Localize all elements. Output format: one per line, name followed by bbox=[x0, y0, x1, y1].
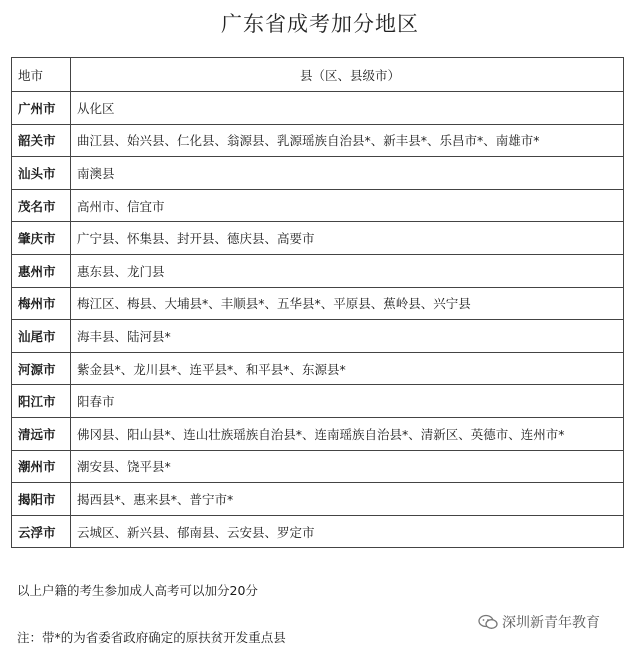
counties-cell: 高州市、信宜市 bbox=[71, 189, 624, 222]
counties-cell: 佛冈县、阳山县*、连山壮族瑶族自治县*、连南瑶族自治县*、清新区、英德市、连州市* bbox=[71, 417, 624, 450]
city-cell: 肇庆市 bbox=[12, 222, 71, 255]
watermark bbox=[478, 612, 600, 632]
counties-cell: 梅江区、梅县、大埔县*、丰顺县*、五华县*、平原县、蕉岭县、兴宁县 bbox=[71, 287, 624, 320]
city-cell: 河源市 bbox=[12, 352, 71, 385]
star-note: 注：带*的为省委省政府确定的原扶贫开发重点县 bbox=[17, 630, 286, 645]
counties-cell: 云城区、新兴县、郁南县、云安县、罗定市 bbox=[71, 515, 624, 548]
bonus-note: 以上户籍的考生参加成人高考可以加分20分 bbox=[17, 583, 258, 598]
watermark-text: 深圳新青年教育 bbox=[502, 615, 600, 631]
table-row bbox=[12, 189, 624, 222]
city-cell: 阳江市 bbox=[12, 385, 71, 418]
city-cell: 汕尾市 bbox=[12, 320, 71, 353]
wechat-icon bbox=[478, 614, 498, 630]
city-cell: 云浮市 bbox=[12, 515, 71, 548]
header-city: 地市 bbox=[12, 58, 71, 92]
table-row bbox=[12, 287, 624, 320]
city-cell: 潮州市 bbox=[12, 450, 71, 483]
counties-cell: 南澳县 bbox=[71, 157, 624, 190]
table-row bbox=[12, 124, 624, 157]
table-row bbox=[12, 483, 624, 516]
table-row bbox=[12, 222, 624, 255]
table-row bbox=[12, 92, 624, 125]
table-row bbox=[12, 450, 624, 483]
page-title: 广东省成考加分地区 bbox=[221, 12, 419, 36]
counties-cell: 海丰县、陆河县* bbox=[71, 320, 624, 353]
regions-table bbox=[11, 57, 624, 548]
table-row bbox=[12, 417, 624, 450]
city-cell: 清远市 bbox=[12, 417, 71, 450]
table-row bbox=[12, 352, 624, 385]
counties-cell: 阳春市 bbox=[71, 385, 624, 418]
counties-cell: 潮安县、饶平县* bbox=[71, 450, 624, 483]
table-row bbox=[12, 254, 624, 287]
city-cell: 惠州市 bbox=[12, 254, 71, 287]
counties-cell: 广宁县、怀集县、封开县、德庆县、高要市 bbox=[71, 222, 624, 255]
counties-cell: 紫金县*、龙川县*、连平县*、和平县*、东源县* bbox=[71, 352, 624, 385]
city-cell: 揭阳市 bbox=[12, 483, 71, 516]
counties-cell: 从化区 bbox=[71, 92, 624, 125]
table-row bbox=[12, 320, 624, 353]
city-cell: 广州市 bbox=[12, 92, 71, 125]
table-header-row bbox=[12, 58, 624, 92]
counties-cell: 揭西县*、惠来县*、普宁市* bbox=[71, 483, 624, 516]
counties-cell: 曲江县、始兴县、仁化县、翁源县、乳源瑶族自治县*、新丰县*、乐昌市*、南雄市* bbox=[71, 124, 624, 157]
city-cell: 茂名市 bbox=[12, 189, 71, 222]
city-cell: 汕头市 bbox=[12, 157, 71, 190]
city-cell: 梅州市 bbox=[12, 287, 71, 320]
counties-cell: 惠东县、龙门县 bbox=[71, 254, 624, 287]
table-row bbox=[12, 385, 624, 418]
table-row bbox=[12, 515, 624, 548]
city-cell: 韶关市 bbox=[12, 124, 71, 157]
table-row bbox=[12, 157, 624, 190]
header-counties: 县（区、县级市） bbox=[71, 58, 624, 92]
